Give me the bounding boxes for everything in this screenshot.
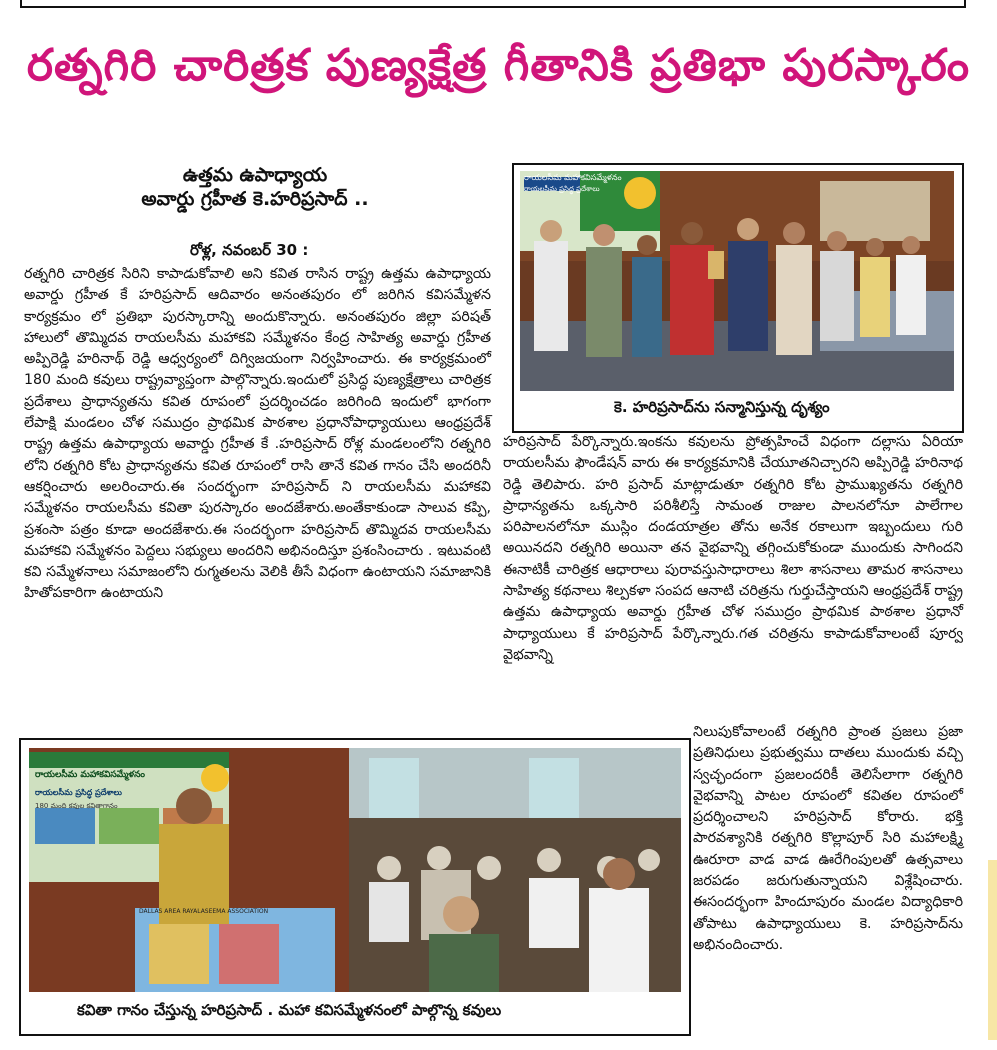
article-column-2: హరిప్రసాద్ పేర్కొన్నారు.ఇంకను కవులను ప్రోత్సహించే విధంగా దల్లాసు ఏరియా రాయలసీమ ఫౌండేషన్ వారు ఈ కార్యక్రమానికి చేయూతనిచ్చారని అప్పిరెడ్డి హరినాథ రెడ్డి తెలిపారు. హరి ప్రసాద్ మాట్లాడుతూ రత్నగిరి కోట ప్రాముఖ్యతను రత్నగిరి ప్రాధాన్యతను ఒక్కసారి పరిశీలిస్తే సామంత రాజుల పాలనలోనూ పాలేగాల పరిపాలనలోనూ ముస్లిం దండయాత్రల తోను అనేక రకాలుగా ఇబ్బందులు గురి అయినదని రత్నగిరి అయినా తన వైభవాన్ని తగ్గించుకోకుండా ముందుకు సాగిందని ఈనాటికీ చారిత్రక ఆధారాలు పురావస్తుసాధారాలు శిలా శాసనాలు తామర శాసనాలు సాహిత్య కథనాలు శిల్పకళా సంపద ఆనాటి చరిత్రను గుర్తుచేస్తాయని ఆంధ్రప్రదేశ్ రాష్ట్ర ఉత్తమ ఉపాధ్యాయ అవార్డు గ్రహీత చోళ సముద్రం ప్రాథమిక పాఠశాల ప్రధానో పాధ్యాయులు కే హరిప్రసాద్ పేర్కొన్నారు.గత చరిత్రను కాపాడుకోవాలంటే పూర్వ వైభవాన్ని	[503, 434, 963, 663]
subheadline-line-1: ఉత్తమ ఉపాధ్యాయ	[182, 164, 328, 186]
article-column-1: రత్నగిరి చారిత్రక సిరిని కాపాడుకోవాలి అని కవిత రాసిన రాష్ట్ర ఉత్తమ ఉపాధ్యాయ అవార్డు గ్రహీత కే హరిప్రసాద్ ఆదివారం అనంతపురం లో జరిగిన కవిసమ్మేళన కార్యక్రమం లో ప్రతిభా పురస్కారాన్ని అందుకొన్నారు. అనంతపురం జిల్లా పరిషత్ హాలులో తొమ్మిదవ రాయలసీమ మహాకవి సమ్మేళనం కేంద్ర సాహిత్య అవార్డు గ్రహీత అప్పిరెడ్డి హరినాథ్ రెడ్డి ఆధ్వర్యంలో దిగ్విజయంగా నిర్వహించారు. ఈ కార్యక్రమంలో 180 మంది కవులు రాష్ట్రవ్యాప్తంగా పాల్గొన్నారు.ఇందులో ప్రసిద్ధ పుణ్యక్షేత్రాలు చారిత్రక ప్రదేశాలు ప్రాధాన్యతను కవిత రూపంలో ప్రదర్శించడం జరిగింది ఇందులో భాగంగా లేపాక్షి మండలం చోళ సముద్రం ప్రాథమిక పాఠశాల ప్రధానోపాధ్యాయులు ఆంధ్రప్రదేశ్ రాష్ట్ర ఉత్తమ ఉపాధ్యాయ అవార్డు గ్రహీత కే .హరిప్రసాద్ రోళ్ల మండలంలోని రత్నగిరి లోని రత్నగిరి కోట ప్రాధాన్యతను కవిత రూపంలో రాసి తానే కవిత గానం చేసి అందరినీ ఆకర్షించారు అలరించారు.ఈ సందర్భంగా హరిప్రసాద్ ని రాయలసీమ మహాకవి సమ్మేళనం రాయలసీమ కవితా పురస్కారం అందజేశారు.అంతేకాకుండా సాలువ కప్పి, ప్రశంసా పత్రం కూడా అందజేశారు.ఈ సందర్భంగా హరిప్రసాద్ తొమ్మిదవ రాయలసీమ మహాకవి సమ్మేళనం పెద్దలు సభ్యులు అందరిని అభినందిస్తూ ప్రశంసించారు . ఇటువంటి కవి సమ్మేళనాలు సమాజంలోని రుగ్మతలను వెలికి తీసే విధంగా ఉంటాయని సమాజానికి హితోపకారిగా ఉంటాయని	[24, 266, 491, 602]
subheadline-line-2: అవార్డు గ్రహీత కె.హరిప్రసాద్ ..	[141, 188, 369, 210]
photo-poetry-recital	[19, 738, 691, 1036]
poetry-recital-image	[29, 748, 681, 992]
right-edge-strip	[988, 860, 997, 1040]
dateline: రోళ్ల, నవంబర్ 30 :	[190, 241, 309, 259]
photo1-caption: కె. హరిప్రసాద్‌ను సన్మానిస్తున్న దృశ్యం	[614, 398, 830, 416]
subheadline	[70, 163, 440, 211]
page-headline: రత్నగిరి చారిత్రక పుణ్యక్షేత్ర గీతానికి ప్రతిభా పురస్కారం	[26, 40, 971, 91]
photo2-podium-text: DALLAS AREA RAYALASEEMA ASSOCIATION	[139, 908, 269, 915]
award-ceremony-image	[520, 171, 954, 391]
photo2-banner-count: 180 మంది కవుల కవితాగానం	[35, 802, 118, 810]
photo1-banner-sub: రాయలసీమ ప్రసిద్ధ ప్రదేశాలు	[524, 185, 600, 193]
article-column-3: నిలుపుకోవాలంటే రత్నగిరి ప్రాంత ప్రజలు ప్రజా ప్రతినిధులు ప్రభుత్వము దాతలు ముందుకు వచ్చి స్వచ్ఛందంగా ప్రజలందరికీ తెలిసేలాగా రత్నగిరి వైభవాన్ని పాటల రూపంలో కవితల రూపంలో ప్రదర్శించాలని హరిప్రసాద్ కోరారు. భక్తి పారవశ్యానికి రత్నగిరి కొల్లాపూర్ సిరి మహాలక్ష్మి ఊరూరా వాడ వాడ ఊరేగింపులతో ఉత్సవాలు జరపడం జరుగుతున్నాయని విశ్లేషించారు. ఈసందర్భంగా హిందూపురం మండల విద్యాధికారి తోపాటు ఉపాధ్యాయులు కె. హరిప్రసాద్‌ను అభినందించారు.	[693, 724, 963, 953]
photo2-banner-text: రాయలసీమ మహాకవిసమ్మేళనం	[35, 770, 145, 780]
photo2-banner-sub: రాయలసీమ ప్రసిద్ధ ప్రదేశాలు	[35, 788, 122, 797]
photo-award-ceremony	[512, 163, 964, 433]
photo2-caption: కవితా గానం చేస్తున్న హరిప్రసాద్ . మహా కవిసమ్మేళనంలో పాల్గొన్న కవులు	[77, 1001, 502, 1019]
top-border-line	[20, 0, 966, 8]
photo1-banner-text: రాయలసీమ మహాకవిసమ్మేళనం	[524, 173, 622, 182]
